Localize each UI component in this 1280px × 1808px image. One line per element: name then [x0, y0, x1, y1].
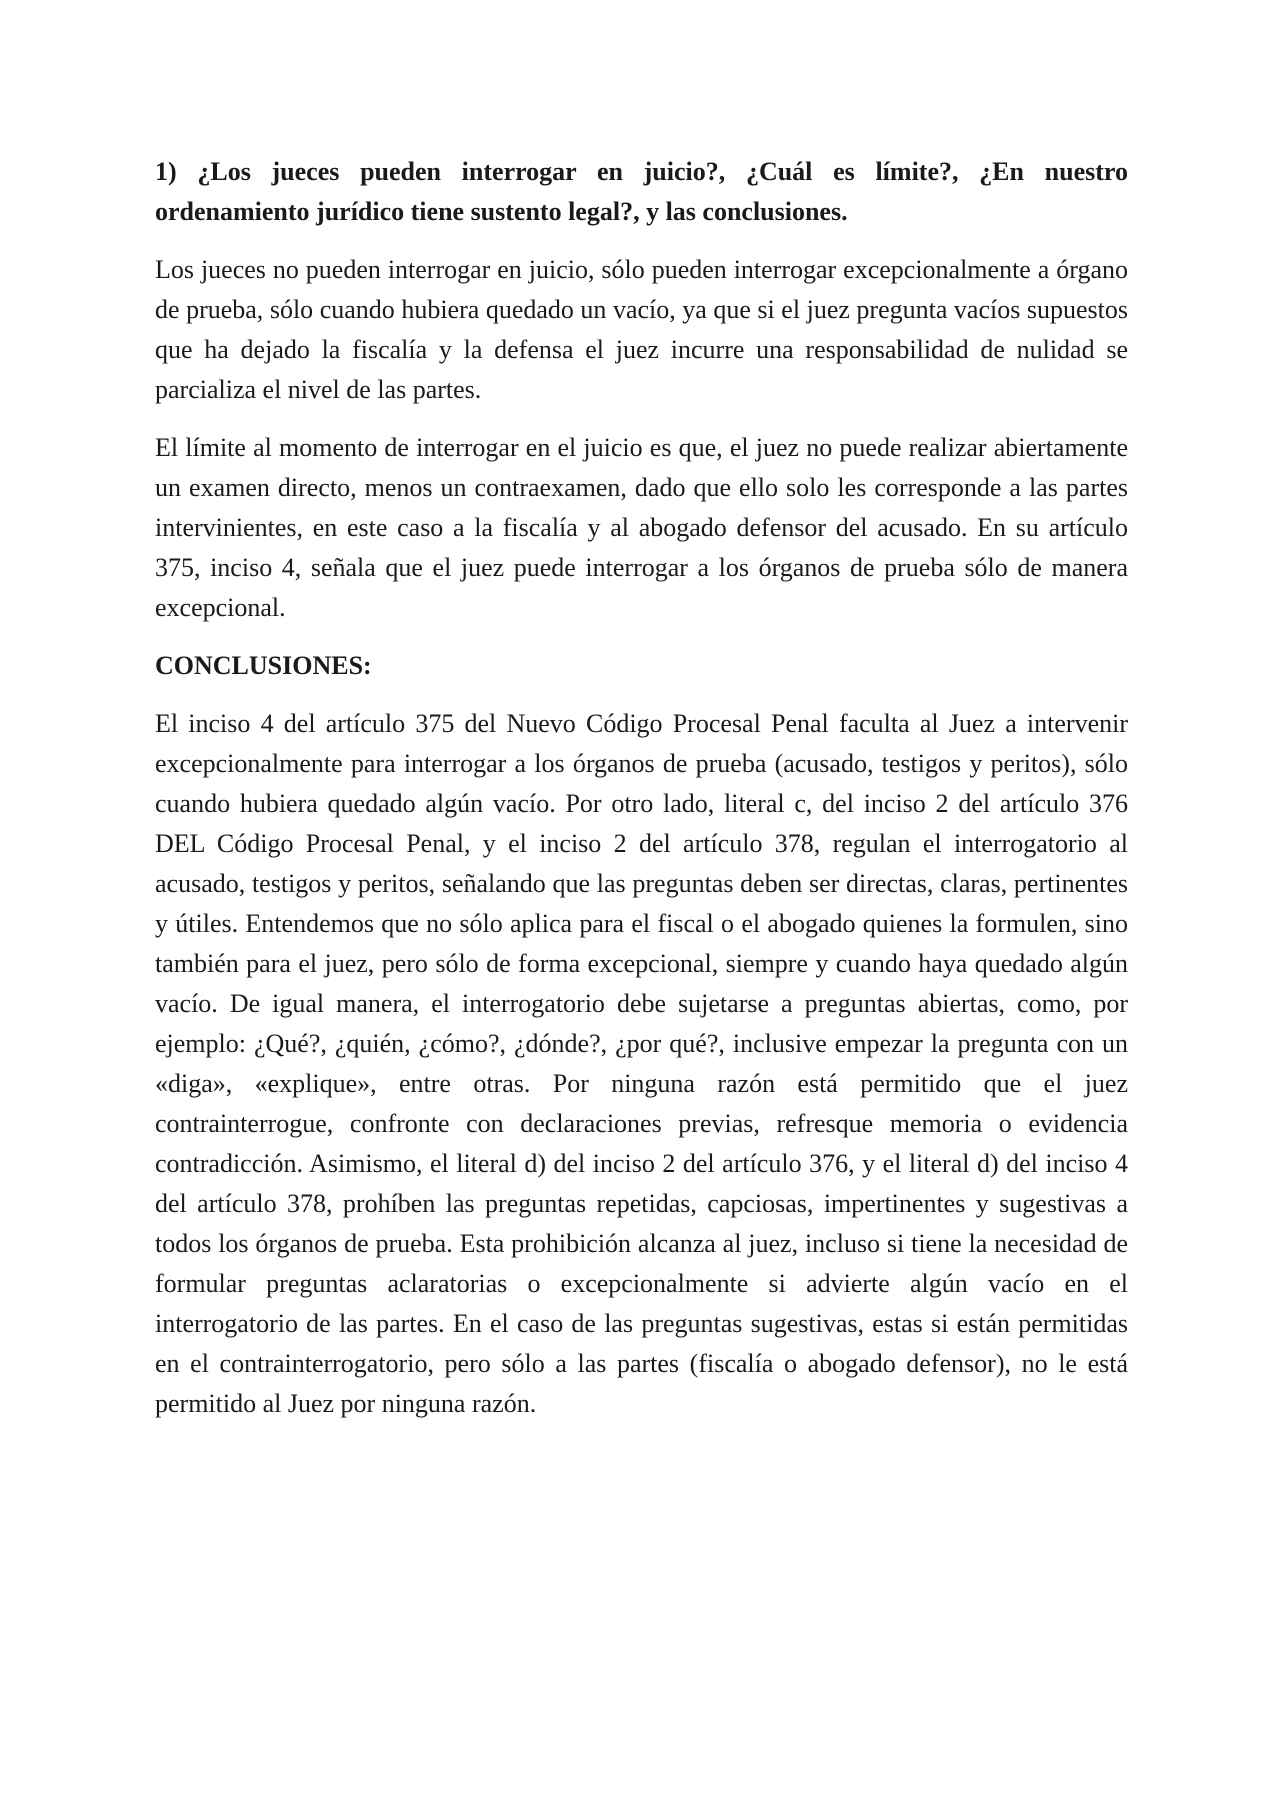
document-page [155, 152, 1128, 1442]
paragraph-answer-1: Los jueces no pueden interrogar en juicio, sólo pueden interrogar excepcionalmente a órgano de prueba, sólo cuando hubiera quedado un vacío, ya que si el juez pregunta vacíos supuestos que ha dejado la fiscalía y la defensa el juez incurre una responsabilidad de nulidad se parcializa el nivel de las partes. [155, 255, 1128, 404]
conclusions-heading: CONCLUSIONES: [155, 651, 372, 680]
paragraph-conclusions: El inciso 4 del artículo 375 del Nuevo Código Procesal Penal faculta al Juez a intervenir excepcionalmente para interrogar a los órganos de prueba (acusado, testigos y peritos), sólo cuando hubiera quedado algún vacío. Por otro lado, literal c, del inciso 2 del artículo 376 DEL Código Procesal Penal, y el inciso 2 del artículo 378, regulan el interrogatorio al acusado, testigos y peritos, señalando que las preguntas deben ser directas, claras, pertinentes y útiles. Entendemos que no sólo aplica para el fiscal o el abogado quienes la formulen, sino también para el juez, pero sólo de forma excepcional, siempre y cuando haya quedado algún vacío. De igual manera, el interrogatorio debe sujetarse a preguntas abiertas, como, por ejemplo: ¿Qué?, ¿quién, ¿cómo?, ¿dónde?, ¿por qué?, inclusive empezar la pregunta con un «diga», «explique», entre otras. Por ninguna razón está permitido que el juez contrainterrogue, confronte con declaraciones previas, refresque memoria o evidencia contradicción. Asimismo, el literal d) del inciso 2 del artículo 376, y el literal d) del inciso 4 del artículo 378, prohíben las preguntas repetidas, capciosas, impertinentes y sugestivas a todos los órganos de prueba. Esta prohibición alcanza al juez, incluso si tiene la necesidad de formular preguntas aclaratorias o excepcionalmente si advierte algún vacío en el interrogatorio de las partes. En el caso de las preguntas sugestivas, estas si están permitidas en el contrainterrogatorio, pero sólo a las partes (fiscalía o abogado defensor), no le está permitido al Juez por ninguna razón. [155, 709, 1128, 1418]
paragraph-answer-2: El límite al momento de interrogar en el juicio es que, el juez no puede realizar abiertamente un examen directo, menos un contraexamen, dado que ello solo les corresponde a las partes intervinientes, en este caso a la fiscalía y al abogado defensor del acusado. En su artículo 375, inciso 4, señala que el juez puede interrogar a los órganos de prueba sólo de manera excepcional. [155, 433, 1128, 622]
question-heading: 1) ¿Los jueces pueden interrogar en juicio?, ¿Cuál es límite?, ¿En nuestro ordenamiento jurídico tiene sustento legal?, y las conclusiones. [155, 157, 1128, 226]
